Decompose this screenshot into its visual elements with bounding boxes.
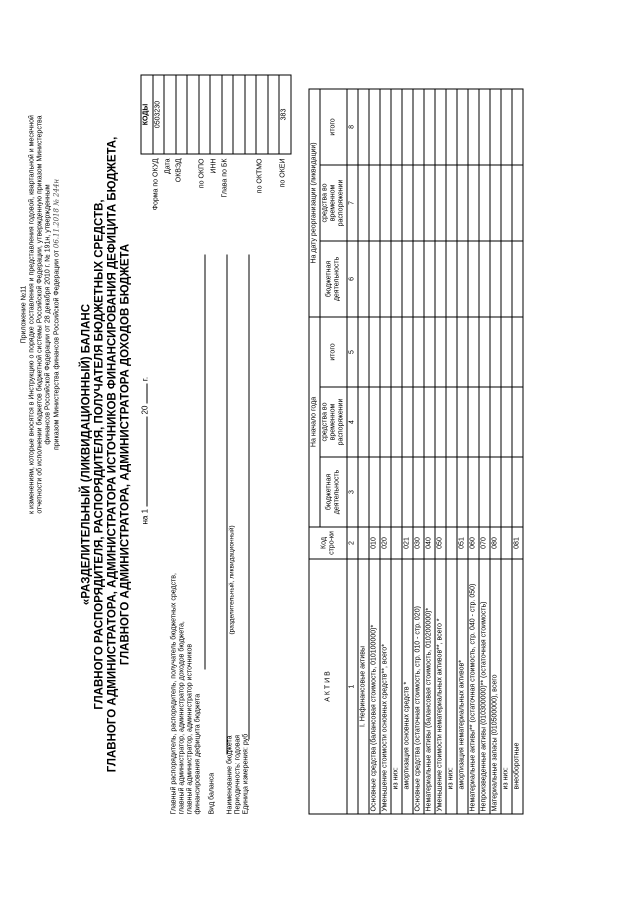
col-aktiv-header: А К Т И В bbox=[309, 559, 347, 814]
value-cell[interactable] bbox=[391, 317, 402, 387]
value-cell[interactable] bbox=[424, 165, 435, 241]
row-label: Основные средства (балансовая стоимость, 010100000)* bbox=[369, 559, 380, 814]
code-blank-1[interactable] bbox=[187, 76, 199, 154]
code-label-okpo: по ОКПО bbox=[198, 158, 206, 189]
period-prefix: на 1 bbox=[140, 508, 150, 525]
code-oktmo-value[interactable] bbox=[256, 76, 268, 154]
row-code bbox=[391, 527, 402, 559]
meta-line-3: главный администратор, администратор источников bbox=[186, 643, 194, 815]
row-code: 040 bbox=[424, 527, 435, 559]
row-code: 070 bbox=[479, 527, 490, 559]
cell bbox=[358, 241, 369, 317]
value-cell[interactable] bbox=[468, 387, 479, 457]
group-start-header: На начало года bbox=[309, 317, 320, 527]
value-cell[interactable] bbox=[424, 89, 435, 165]
code-okpo-value[interactable] bbox=[198, 76, 210, 154]
value-cell[interactable] bbox=[457, 317, 468, 387]
table-row bbox=[413, 89, 424, 814]
value-cell[interactable] bbox=[424, 241, 435, 317]
group-reorg-header: На дату реорганизации (ликвидации) bbox=[309, 89, 320, 317]
value-cell[interactable] bbox=[380, 457, 391, 527]
meta-line-periodicity: Периодичность: годовая bbox=[234, 734, 242, 815]
value-cell[interactable] bbox=[369, 387, 380, 457]
value-cell[interactable] bbox=[413, 457, 424, 527]
table-row bbox=[402, 89, 413, 814]
blank-line-kind[interactable] bbox=[227, 255, 228, 755]
cell bbox=[358, 165, 369, 241]
value-cell[interactable] bbox=[479, 89, 490, 165]
value-cell[interactable] bbox=[402, 457, 413, 527]
balance-table bbox=[309, 88, 524, 814]
code-inn-value[interactable] bbox=[210, 76, 222, 154]
row-code: 021 bbox=[402, 527, 413, 559]
code-label-okvd: ОКВЭД bbox=[175, 158, 183, 183]
code-label-inn: ИНН bbox=[210, 158, 217, 174]
value-cell[interactable] bbox=[468, 89, 479, 165]
value-cell[interactable] bbox=[380, 241, 391, 317]
table-row bbox=[457, 89, 468, 814]
period-year-blank[interactable] bbox=[147, 383, 148, 403]
table-row bbox=[479, 89, 490, 814]
col-total-1: итого bbox=[320, 317, 347, 387]
code-blank-4[interactable] bbox=[267, 76, 279, 154]
row-code: 060 bbox=[468, 527, 479, 559]
value-cell[interactable] bbox=[512, 241, 523, 317]
value-cell[interactable] bbox=[391, 241, 402, 317]
row-code: 020 bbox=[380, 527, 391, 559]
value-cell[interactable] bbox=[468, 241, 479, 317]
value-cell[interactable] bbox=[468, 317, 479, 387]
code-glava-value[interactable] bbox=[221, 76, 233, 154]
value-cell[interactable] bbox=[490, 317, 501, 387]
row-code bbox=[446, 527, 457, 559]
col-code-header: Код стро-ки bbox=[309, 527, 347, 559]
appendix-line-3: финансов Российской Федерации от 28 декабря 2010 г. № 191н, утвержденным bbox=[44, 184, 52, 445]
value-cell[interactable] bbox=[457, 241, 468, 317]
value-cell[interactable] bbox=[391, 165, 402, 241]
handwritten-date: 06.11.2018 № 244н bbox=[52, 178, 61, 249]
code-okei-value: 383 bbox=[279, 76, 291, 154]
row-label: из них: bbox=[446, 559, 457, 814]
value-cell[interactable] bbox=[512, 165, 523, 241]
row-label: Уменьшение стоимости основных средств**, всего* bbox=[380, 559, 391, 814]
value-cell[interactable] bbox=[369, 89, 380, 165]
value-cell[interactable] bbox=[413, 387, 424, 457]
value-cell[interactable] bbox=[479, 241, 490, 317]
code-label-spacer-2 bbox=[231, 159, 243, 257]
value-cell[interactable] bbox=[457, 387, 468, 457]
codes-box bbox=[141, 75, 292, 155]
value-cell[interactable] bbox=[512, 317, 523, 387]
value-cell[interactable] bbox=[479, 317, 490, 387]
value-cell[interactable] bbox=[501, 317, 512, 387]
code-label-spacer-4 bbox=[266, 159, 278, 257]
value-cell[interactable] bbox=[402, 317, 413, 387]
value-cell[interactable] bbox=[468, 457, 479, 527]
value-cell[interactable] bbox=[490, 387, 501, 457]
period-year-suffix: г. bbox=[140, 376, 150, 382]
code-blank-2[interactable] bbox=[233, 76, 245, 154]
value-cell[interactable] bbox=[435, 165, 446, 241]
colnum: 1 bbox=[347, 559, 358, 814]
row-label: Нематериальные активы** (остаточная стоимость, стр. 040 - стр. 050) bbox=[468, 559, 479, 814]
value-cell[interactable] bbox=[402, 165, 413, 241]
appendix-line-4 bbox=[53, 25, 62, 605]
col-temp-2: средства во временном распоряжении bbox=[320, 165, 347, 241]
code-label-glava: Глава по БК bbox=[221, 158, 229, 198]
appendix-line-4-text: приказом Министерства финансов Российской Федерации от bbox=[53, 250, 61, 451]
value-cell[interactable] bbox=[369, 457, 380, 527]
value-cell[interactable] bbox=[512, 387, 523, 457]
appendix-line-2: отчетности об исполнении бюджетов бюджетной системы Российской Федерации, утвержденную приказом Министерства bbox=[36, 115, 44, 514]
code-label-okud: Форма по ОКУД bbox=[152, 158, 160, 211]
period-line bbox=[141, 377, 150, 525]
codes-header: КОДЫ bbox=[142, 103, 150, 126]
value-cell[interactable] bbox=[501, 89, 512, 165]
table-row bbox=[391, 89, 402, 814]
value-cell[interactable] bbox=[369, 241, 380, 317]
value-cell[interactable] bbox=[369, 165, 380, 241]
meta-gap-2 bbox=[217, 525, 227, 815]
title-line-2: ГЛАВНОГО РАСПОРЯДИТЕЛЯ, РАСПОРЯДИТЕЛЯ, ПОЛУЧАТЕЛЯ БЮДЖЕТНЫХ СРЕДСТВ, bbox=[93, 199, 106, 710]
row-code: 080 bbox=[490, 527, 501, 559]
value-cell[interactable] bbox=[446, 165, 457, 241]
colnum: 2 bbox=[347, 527, 358, 559]
value-cell[interactable] bbox=[446, 241, 457, 317]
row-label: внеоборотные bbox=[512, 559, 523, 814]
colnum: 8 bbox=[347, 89, 358, 165]
row-code: 051 bbox=[457, 527, 468, 559]
value-cell[interactable] bbox=[468, 165, 479, 241]
value-cell[interactable] bbox=[501, 241, 512, 317]
value-cell[interactable] bbox=[391, 89, 402, 165]
row-code: 010 bbox=[369, 527, 380, 559]
value-cell[interactable] bbox=[413, 317, 424, 387]
colnum: 6 bbox=[347, 241, 358, 317]
value-cell[interactable] bbox=[457, 89, 468, 165]
value-cell[interactable] bbox=[380, 317, 391, 387]
cell bbox=[358, 317, 369, 387]
kind-hint: (разделительный, ликвидационный) bbox=[228, 525, 236, 635]
value-cell[interactable] bbox=[490, 89, 501, 165]
blank-line-budget[interactable] bbox=[249, 255, 250, 740]
col-budget-1: бюджетная деятельность bbox=[320, 457, 347, 527]
row-code: 030 bbox=[413, 527, 424, 559]
document-title bbox=[81, 95, 133, 815]
value-cell[interactable] bbox=[424, 457, 435, 527]
value-cell[interactable] bbox=[446, 89, 457, 165]
value-cell[interactable] bbox=[413, 241, 424, 317]
value-cell[interactable] bbox=[501, 387, 512, 457]
code-okud-value: 0503230 bbox=[152, 76, 164, 154]
row-label: Основные средства (остаточная стоимость, стр. 010 - стр. 020) bbox=[413, 559, 424, 814]
table-row bbox=[490, 89, 501, 814]
meta-line-kind: Вид баланса bbox=[208, 772, 216, 815]
row-code bbox=[501, 527, 512, 559]
value-cell[interactable] bbox=[490, 457, 501, 527]
value-cell[interactable] bbox=[435, 457, 446, 527]
value-cell[interactable] bbox=[501, 457, 512, 527]
col-budget-2: бюджетная деятельность bbox=[320, 241, 347, 317]
value-cell[interactable] bbox=[512, 457, 523, 527]
cell bbox=[358, 527, 369, 559]
table-row bbox=[380, 89, 391, 814]
value-cell[interactable] bbox=[391, 387, 402, 457]
code-label-oktmo: по ОКТМО bbox=[256, 158, 263, 194]
value-cell[interactable] bbox=[402, 241, 413, 317]
table-row bbox=[435, 89, 446, 814]
cell bbox=[358, 457, 369, 527]
row-label: амортизация нематериальных активов* bbox=[457, 559, 468, 814]
code-label-spacer-3 bbox=[243, 159, 255, 257]
row-code: 081 bbox=[512, 527, 523, 559]
value-cell[interactable] bbox=[512, 89, 523, 165]
code-label-date: Дата bbox=[164, 158, 171, 175]
table-body bbox=[369, 89, 523, 814]
table-row bbox=[501, 89, 512, 814]
colnum: 4 bbox=[347, 387, 358, 457]
meta-line-budget: Наименование бюджета bbox=[226, 735, 234, 815]
table-row bbox=[424, 89, 435, 814]
value-cell[interactable] bbox=[435, 317, 446, 387]
value-cell[interactable] bbox=[413, 89, 424, 165]
value-cell[interactable] bbox=[435, 241, 446, 317]
value-cell[interactable] bbox=[501, 165, 512, 241]
value-cell[interactable] bbox=[402, 387, 413, 457]
blank-line-1[interactable] bbox=[205, 255, 206, 670]
title-line-1: «РАЗДЕЛИТЕЛЬНЫЙ (ЛИКВИДАЦИОННЫЙ) БАЛАНС bbox=[80, 303, 93, 606]
value-cell[interactable] bbox=[424, 317, 435, 387]
code-date-value[interactable] bbox=[164, 76, 176, 154]
value-cell[interactable] bbox=[446, 387, 457, 457]
title-line-3: ГЛАВНОГО АДМИНИСТРАТОРА, АДМИНИСТРАТОРА ИСТОЧНИКОВ ФИНАНСИРОВАНИЯ ДЕФИЦИТА БЮДЖЕТА, bbox=[106, 136, 119, 773]
row-label: из них: bbox=[391, 559, 402, 814]
row-label: амортизация основных средств * bbox=[402, 559, 413, 814]
value-cell[interactable] bbox=[446, 457, 457, 527]
col-total-2: итого bbox=[320, 89, 347, 165]
colnum: 7 bbox=[347, 165, 358, 241]
value-cell[interactable] bbox=[457, 165, 468, 241]
value-cell[interactable] bbox=[457, 457, 468, 527]
value-cell[interactable] bbox=[446, 317, 457, 387]
meta-line-1: Главный распорядитель, распорядитель, получатель бюджетных средств, bbox=[170, 573, 178, 815]
value-cell[interactable] bbox=[424, 387, 435, 457]
value-cell[interactable] bbox=[380, 89, 391, 165]
row-label: из них: bbox=[501, 559, 512, 814]
value-cell[interactable] bbox=[490, 165, 501, 241]
code-okvd-value[interactable] bbox=[175, 76, 187, 154]
code-label-spacer bbox=[185, 159, 197, 257]
meta-line-4: финансирования дефицита бюджета bbox=[194, 693, 202, 815]
value-cell[interactable] bbox=[435, 89, 446, 165]
row-label: Материальные запасы (010500000), всего bbox=[490, 559, 501, 814]
value-cell[interactable] bbox=[391, 457, 402, 527]
appendix-line-1: к изменениям, которые вносятся в Инструкцию о порядке составления и представления годовой, квартальной и месячной bbox=[28, 115, 36, 514]
value-cell[interactable] bbox=[402, 89, 413, 165]
cell bbox=[358, 387, 369, 457]
meta-line-unit: Единица измерения: руб bbox=[242, 733, 250, 815]
value-cell[interactable] bbox=[369, 317, 380, 387]
value-cell[interactable] bbox=[490, 241, 501, 317]
period-date-blank[interactable] bbox=[147, 417, 148, 507]
meta-line-2: главный администратор, администратор доходов бюджета, bbox=[178, 621, 186, 815]
period-year-prefix: 20 bbox=[140, 405, 150, 415]
col-temp-1: средства во временном распоряжении bbox=[320, 387, 347, 457]
document-page bbox=[1, 0, 640, 905]
appendix-number: Приложение №11 bbox=[20, 285, 28, 344]
value-cell[interactable] bbox=[380, 387, 391, 457]
table-row bbox=[446, 89, 457, 814]
value-cell[interactable] bbox=[479, 457, 490, 527]
table-row bbox=[512, 89, 523, 814]
appendix-note bbox=[21, 25, 62, 605]
meta-labels bbox=[171, 525, 251, 815]
value-cell[interactable] bbox=[479, 387, 490, 457]
title-line-4: ГЛАВНОГО АДМИНИСТРАТОРА, АДМИНИСТРАТОРА ДОХОДОВ БЮДЖЕТА bbox=[119, 243, 132, 666]
row-code: 050 bbox=[435, 527, 446, 559]
value-cell[interactable] bbox=[380, 165, 391, 241]
value-cell[interactable] bbox=[413, 165, 424, 241]
value-cell[interactable] bbox=[479, 165, 490, 241]
codes-labels bbox=[151, 159, 289, 257]
row-label: Непроизведенные активы (010300000)** (остаточная стоимость) bbox=[479, 559, 490, 814]
section-heading: I. Нефинансовые активы bbox=[358, 559, 369, 814]
colnum: 3 bbox=[347, 457, 358, 527]
row-label: Нематериальные активы (балансовая стоимость, 010200000)* bbox=[424, 559, 435, 814]
code-label-okei: по ОКЕИ bbox=[279, 158, 286, 188]
colnum: 5 bbox=[347, 317, 358, 387]
code-blank-3[interactable] bbox=[244, 76, 256, 154]
table-row bbox=[369, 89, 380, 814]
value-cell[interactable] bbox=[435, 387, 446, 457]
table-row bbox=[468, 89, 479, 814]
row-label: Уменьшение стоимости нематериальных активов**, всего * bbox=[435, 559, 446, 814]
cell bbox=[358, 89, 369, 165]
